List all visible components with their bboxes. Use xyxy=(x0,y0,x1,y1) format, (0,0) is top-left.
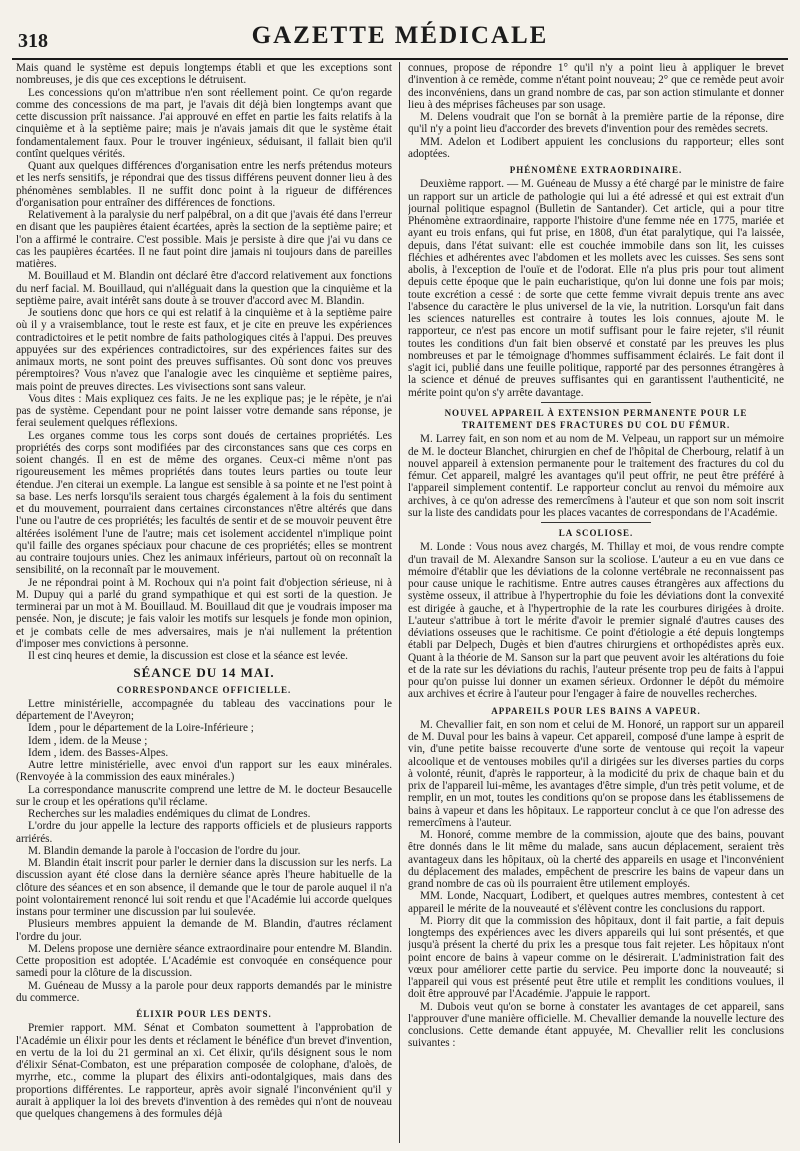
paragraph: Idem , idem. des Basses-Alpes. xyxy=(28,746,169,759)
paragraph: Relativement à la paralysie du nerf palpébral, on a dit que j'avais été dans l'erreur en disant que les paupières étaient écartées, après la section de la septième paire; et l'on a affirmé le contraire. C'est possible. Mais je persiste à dire que j'ai vu dans ce cas les paupières écartées. Il ne faut point dire jamais ni toujours dans de pareilles matières. xyxy=(16,209,392,270)
paragraph: Je soutiens donc que hors ce qui est relatif à la cinquième et à la septième paire où il y a vraisemblance, tout le reste est faux, et je cite en preuve les expériences contradictoires et le petit nombre de faits pathologiques cités à l'appui. Des preuves appuyées sur des expériences contradictoires, sur des expériences faites sur des animaux morts, ne sont point des preuves suffisantes. Où sont donc vos preuves péremptoires? Vous n'avez que l'analogie avec les cinquième et septième paires, mais point de preuves directes. Les vivisections sont sans valeur. xyxy=(16,307,392,393)
paragraph: M. Blandin demande la parole à l'occasion de l'ordre du jour. xyxy=(28,844,301,857)
paragraph: MM. Adelon et Lodibert appuient les conclusions du rapporteur; elles sont adoptées. xyxy=(408,135,784,160)
paragraph: Lettre ministérielle, accompagnée du tableau des vaccinations pour le département de l'Aveyron; xyxy=(16,697,392,722)
paragraph: Deuxième rapport. — M. Guéneau de Mussy a été chargé par le ministre de faire un rapport sur un article de pathologie qui lui a été adressé et qui est extrait d'un journal politique espagnol (Bulletin de Santander). Cet article, qui a pour titre Phénomène extraordinaire, rapporte l'histoire d'une femme née en 1775, mariée et ayant eu trois enfans, qui fut prise, en 1808, d'un état paralytique, qui l'a laissée, depuis, dans l'état suivant: elle est couchée immobile dans son lit, les cuisses fléchies et adhérentes avec l'abdomen et les mollets avec les cuisses. Ses sens sont abolis, à l'exception de l'ouïe et de l'odorat. Elle n'a plus pris pour tout aliment depuis cette époque que le pain eucharistique, qu'on lui donne une fois par mois; toute excrétion a cessé : de sorte que cette femme vivrait depuis trente ans avec l'absence du caractère le plus universel de la vie, la nutrition. Lorsqu'un fait dans les sciences naturelles est contraire à toutes les lois connues, ajoute M. le rapporteur, ce n'est pas encore un motif suffisant pour le faire rejeter, s'il réunit toutes les conditions d'un fait bien observé et constaté par les preuves les plus nombreuses et par le témoignage d'hommes suffisamment éclairés. Le fait dont il s'agit ici, publié dans une feuille politique, rapporté par des personnes étrangères à la science et dénué de preuves suffisantes qui en garantissent l'authenticité, ne mérite point qu'on s'y arrête davantage. xyxy=(408,178,784,399)
paragraph: Les concessions qu'on m'attribue n'en sont réellement point. Ce qu'on regarde comme des concessions de ma part, je l'avais dit déjà bien longtemps avant que cette discussion prît naissance. J'ai approuvé en effet en partie les faits relatifs à la cinquième et à la septième paire; mais je n'avais jamais dit que le système était fondamentalement faux. Pour le trouver ingénieux, séduisant, il fallait bien qu'il contînt quelques vérités. xyxy=(16,86,392,160)
right-column xyxy=(408,62,784,1143)
paragraph: Premier rapport. MM. Sénat et Combaton soumettent à l'approbation de l'Académie un élixir pour les dents et réclament le bénéfice d'un brevet d'invention, en vertu de la loi du 21 germinal an xi. Cet élixir, qu'ils désignent sous le nom d'élixir Sénat-Combaton, est une préparation composée de colophane, d'aloès, de myrrhe, etc., comme la plupart des élixirs anti-odontalgiques, mais dans des proportions différentes. Le rapporteur, après avoir signalé l'inconvénient qu'il y aurait à appliquer la loi des brevets d'invention à des remèdes qui n'ont de nouveau que quelques changemens à des formules déjà xyxy=(16,1022,392,1120)
masthead-title: GAZETTE MÉDICALE xyxy=(251,22,549,49)
paragraph: M. Blandin était inscrit pour parler le dernier dans la discussion sur les nerfs. La discussion ayant été close dans la dernière séance après l'heure habituelle de la clôture des séances et en son absence, il demande que le tour de parole auquel il n'a point volontairement renoncé lui soit rendu et que l'Académie lui accorde quelques instans pour terminer une discussion par lui soulevée. xyxy=(16,857,392,918)
paragraph: Mais quand le système est depuis longtemps établi et que les exceptions sont nombreuses, je dis que ces exceptions le détruisent. xyxy=(16,62,392,87)
paragraph: M. Dubois veut qu'on se borne à constater les avantages de cet appareil, sans l'approuver d'une manière officielle. M. Chevallier demande la nouvelle lecture des conclusions. Cette demande étant appuyée, M. Chevallier relit les conclusions suivantes : xyxy=(408,1000,784,1050)
paragraph: M. Londe : Vous nous avez chargés, M. Thillay et moi, de vous rendre compte d'un travail de M. Alexandre Sanson sur la scoliose. L'auteur a eu en vue dans ce mémoire d'établir que les déviations de la colonne vertébrale ne reconnaissent pas pour cause unique le rachitisme. Entre autres causes étrangères aux affections du système osseux, il attribue à l'hypertrophie du foie les déviations dont la convexité est dirigée à gauche, et à l'hypertrophie de la rate les courbures dirigées à droite. L'auteur s'attribue à tort le mérite d'avoir le premier signalé d'autres causes des déviations osseuses que le rachitisme. Ce point d'étiologie a été depuis longtemps établi par Delpech, Dugès et bien d'autres chirurgiens et orthopédistes après eux. Quant à la théorie de M. Sanson sur la part que peuvent avoir les altérations du foie et de la rate sur les déviations du rachis, l'auteur présente trop peu de faits à l'appui pour qu'on puisse lui donner un examen sérieux. Ordonner le dépôt du mémoire aux archives et écrire à l'auteur pour l'engager à faire de nouvelles recherches. xyxy=(408,541,784,701)
text-columns xyxy=(16,62,786,1143)
paragraph: M. Honoré, comme membre de la commission, ajoute que des bains, pouvant être donnés dans le lit même du malade, sans aucun déplacement, seraient très avantageux dans les hôpitaux, où la cherté des appareils en usage et l'inconvénient du déplacement des malades, empêchent de prescrire les bains de vapeur dans un grand nombre de cas où ils pourraient être utilement employés. xyxy=(408,829,784,890)
paragraph: M. Guéneau de Mussy a la parole pour deux rapports demandés par le ministre du commerce. xyxy=(16,979,392,1004)
paragraph: M. Delens voudrait que l'on se bornât à la première partie de la réponse, dire qu'il n'y a point lieu d'accorder des brevets d'invention pour des remèdes secrets. xyxy=(408,111,784,136)
column-divider xyxy=(399,62,400,1143)
subsection-title-bains: APPAREILS POUR LES BAINS A VAPEUR. xyxy=(491,705,701,716)
paragraph: M. Chevallier fait, en son nom et celui de M. Honoré, un rapport sur un appareil de M. Duval pour les bains à vapeur. Cet appareil, composé d'une lampe à esprit de vin, d'une petite baisse recouverte d'une sorte de ventouse qui reçoit la vapeur alcoolique et de ventouses mobiles qu'il a dirigées sur les diverses parties du corps à volonté, réunit, d'après le rapporteur, à la modicité du prix de chaque bain et du prix de l'appareil lui-même, les avantages d'être simple, d'un très petit volume, et de remplir, en un mot, toutes les conditions qu'on se propose dans les établissemens de bains à vapeur et dans les hôpitaux. Le rapporteur conclut à ce que l'on adresse des remercîmens à l'auteur. xyxy=(408,718,784,829)
paragraph: M. Larrey fait, en son nom et au nom de M. Velpeau, un rapport sur un mémoire de M. le docteur Blanchet, chirurgien en chef de l'hôpital de Cherbourg, relatif à un nouvel appareil à extension permanente pour le traitement des fractures du col du fémur. Cet appareil, malgré les avantages qu'il peut offrir, ne peut être préféré à l'appareil simplement contentif. Le rapporteur conclut au renvoi du mémoire aux archives, à ce qu'on adresse des remercîmens à l'auteur et que son nom soit inscrit sur la liste des candidats pour les places vacantes de correspondans de l'Académie. xyxy=(408,433,784,519)
paragraph: Plusieurs membres appuient la demande de M. Blandin, d'autres réclament l'ordre du jour. xyxy=(16,918,392,943)
paragraph: La correspondance manuscrite comprend une lettre de M. le docteur Besaucelle sur le croup et les opérations qu'il réclame. xyxy=(16,783,392,808)
paragraph: M. Piorry dit que la commission des hôpitaux, dont il fait partie, a fait depuis longtemps des expériences avec les divers appareils qui lui sont présentés, et que jusqu'à présent la cherté du prix les a presque tous fait rejeter. Les hôpitaux n'ont point encore de bains à vapeur comme on le désirerait. L'administration fait des vœux pour améliorer cette partie du service. Peu importe donc la nouveauté; si l'appareil qui vous est présenté peut être utile et remplit les conditions voulues, il doit être approuvé par l'Académie. J'appuie le rapport. xyxy=(408,914,784,1001)
subsection-title-scoliose: LA SCOLIOSE. xyxy=(558,528,634,538)
paragraph: Autre lettre ministérielle, avec envoi d'un rapport sur les eaux minérales. (Renvoyée à la commission des eaux minérales.) xyxy=(16,759,392,784)
subsection-title-appareil: NOUVEL APPAREIL À EXTENSION PERMANENTE POUR LE TRAITEMENT DES FRACTURES DU COL DU FÉMUR. xyxy=(444,407,748,430)
paragraph: Vous dites : Mais expliquez ces faits. Je ne les explique pas; je le répète, je n'ai pas de système. Cependant pour ne point laisser votre demande sans réponse, je ferai seulement quelques réflexions. xyxy=(16,392,392,430)
paragraph: Je ne répondrai point à M. Rochoux qui n'a point fait d'objection sérieuse, ni à M. Dupuy qui a parlé du grand sympathique et qui est sorti de la question. Je terminerai par un mot à M. Bouillaud. M. Bouillaud dit que je voudrais imposer ma pensée. Non, je discute; je fais valoir les motifs sur lesquels je fonde mon opinion, et je combats celle de mes adversaires, mais je n'ai nullement la prétention d'imposer mes convictions à personne. xyxy=(16,576,392,650)
paragraph: Idem , pour le département de la Loire-Inférieure ; xyxy=(28,722,254,735)
subsection-title-correspondance: CORRESPONDANCE OFFICIELLE. xyxy=(116,684,292,695)
paragraph: MM. Londe, Nacquart, Lodibert, et quelques autres membres, contestent à cet appareil le mérite de la nouveauté et s'élèvent contre les conclusions du rapport. xyxy=(408,890,784,915)
paragraph: Les organes comme tous les corps sont doués de certaines propriétés. Les propriétés des corps sont modifiées par des circonstances sans que ces corps en soient changés. Il en est de même des organes. Ceux-ci même n'ont pas rigoureusement les mêmes propriétés dans toutes leurs parties ou toute leur étendue. J'en citerai un exemple. La langue est sensible à sa pointe et ne l'est point à sa base. Les nerfs lorsqu'ils seraient tous chargés également à la fois du sentiment et du mouvement, pourraient dans certaines circonstances n'être altérés que dans l'une ou l'autre de ces propriétés; les facultés de sentir et de se mouvoir peuvent être altérées isolément l'une de l'autre; mais cet isolement accidentel n'implique point qu'il faille des organes spéciaux pour chacune de ces propriétés; elles se montrent au contraire toujours unies. Chez les animaux inférieurs, partout où on reconnaît la sensibilité, on la reconnaît par le mouvement. xyxy=(16,429,392,577)
subsection-title-elixir: ÉLIXIR POUR LES DENTS. xyxy=(136,1009,272,1019)
page-number: 318 xyxy=(18,30,48,52)
section-title-seance: SÉANCE DU 14 MAI. xyxy=(133,665,275,681)
paragraph: L'ordre du jour appelle la lecture des rapports officiels et de plusieurs rapports arriérés. xyxy=(16,820,392,845)
paragraph: M. Bouillaud et M. Blandin ont déclaré être d'accord relativement aux fonctions du nerf facial. M. Bouillaud, qui n'alléguait dans la question que la cinquième et la septième paire, avait intérêt sans doute à se trouver d'accord avec M. Blandin. xyxy=(16,270,392,307)
paragraph: Quant aux quelques différences d'organisation entre les nerfs prétendus moteurs et les nerfs sensitifs, je répondrai que des tissus différens peuvent donner lieu à des phénomènes semblables. Il ne suffit donc point à la rigueur de différences d'organisation pour entraîner des différences de fonctions. xyxy=(16,160,392,209)
subsection-title-phenomene: PHÉNOMÈNE EXTRAORDINAIRE. xyxy=(509,165,683,175)
paragraph: M. Delens propose une dernière séance extraordinaire pour entendre M. Blandin. Cette proposition est adoptée. L'Académie est convoquée en conséquence pour samedi pour la clôture de la discussion. xyxy=(16,942,392,980)
page-header xyxy=(12,14,788,60)
paragraph: Recherches sur les maladies endémiques du climat de Londres. xyxy=(28,808,311,820)
left-column xyxy=(16,62,392,1143)
paragraph: connues, propose de répondre 1° qu'il n'y a point lieu à appliquer le brevet d'invention à ce remède, comme n'étant point nouveau; 2° que ce remède peut avoir des inconvéniens, dans un grand nombre de cas, par son action stimulante et donner lieu à des méprises fâcheuses par son usage. xyxy=(408,62,784,111)
paragraph: Idem , idem. de la Meuse ; xyxy=(28,734,148,747)
separator-rule xyxy=(541,402,651,403)
separator-rule xyxy=(541,522,651,523)
paragraph: Il est cinq heures et demie, la discussion est close et la séance est levée. xyxy=(28,650,348,662)
